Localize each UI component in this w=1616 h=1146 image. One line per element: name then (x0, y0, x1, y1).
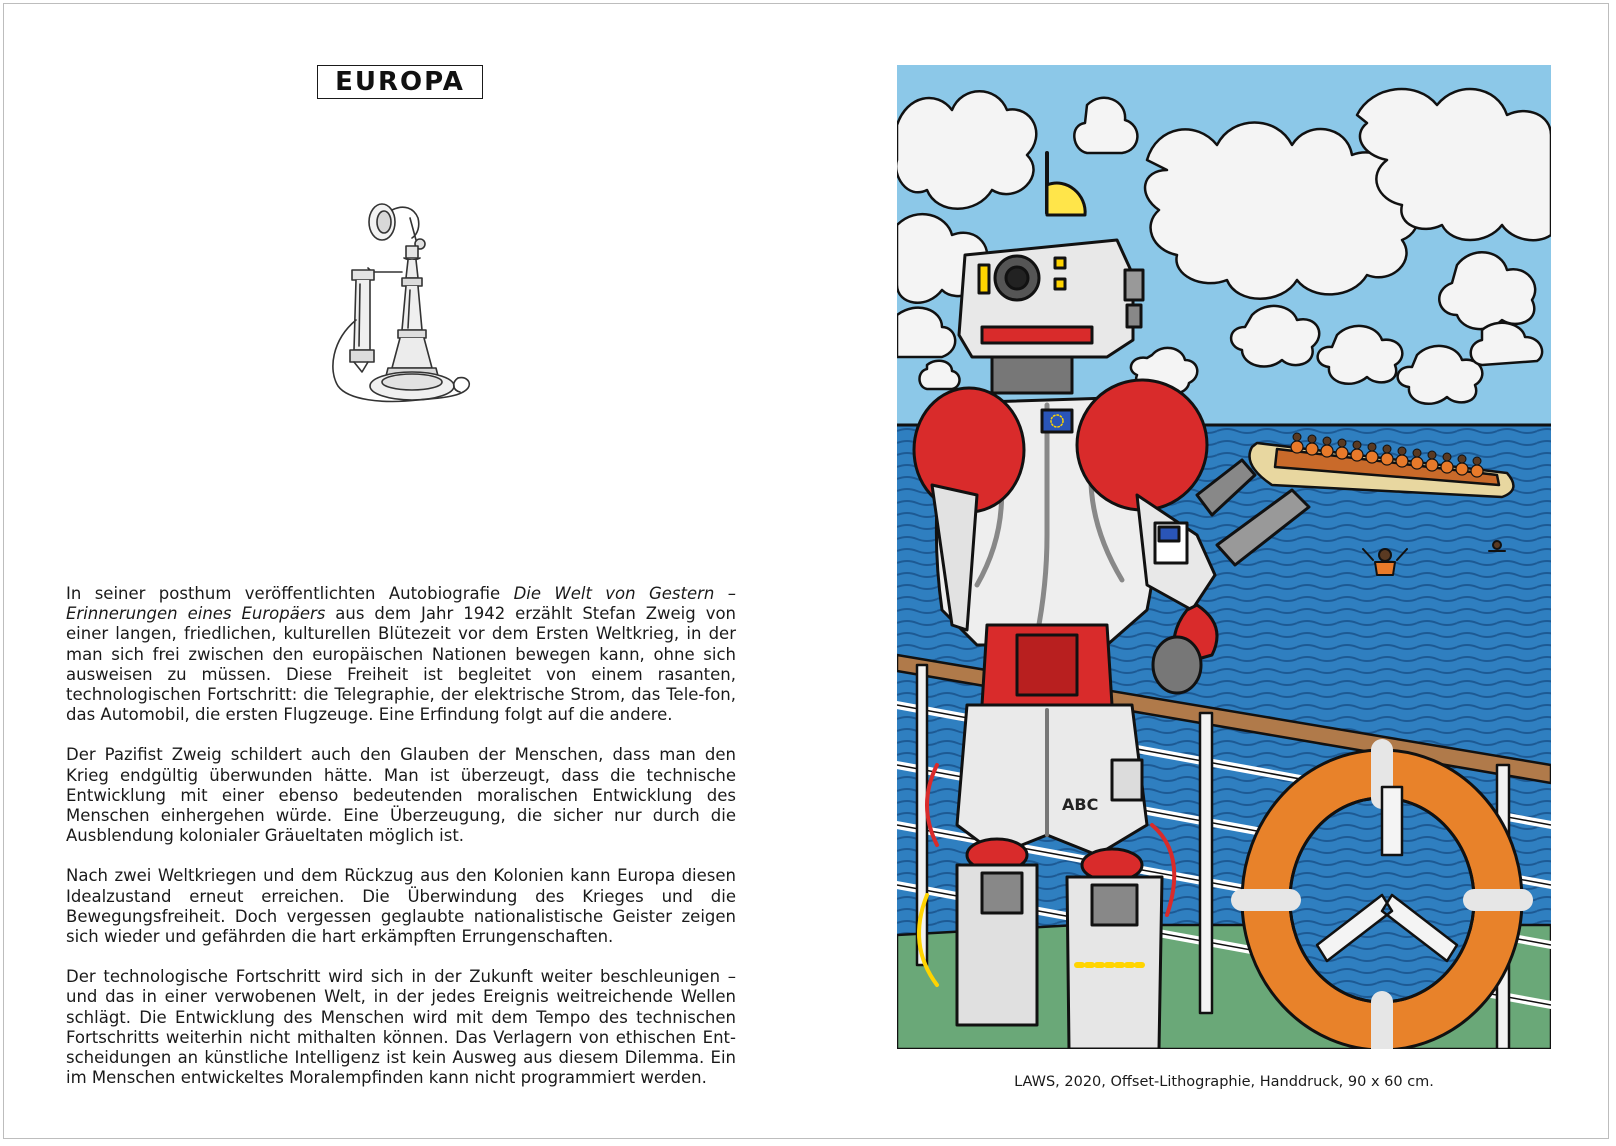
page-title-text: EUROPA (335, 67, 465, 97)
paragraph-2: Der Pazifist Zweig schildert auch den Glauben der Menschen, dass man den Krieg endgültig überwunden hätte. Man ist überzeugt, dass die technische Entwicklung mit einer ebenso bedeutenden moralischen Entwicklung des Menschen einhergehen würde. Eine Überzeugung, die sicher nur durch die Ausblendung kolonialer Gräueltaten möglich ist. (66, 745, 736, 846)
artwork-illustration (897, 65, 1551, 1049)
page (3, 3, 1609, 1139)
book-title: Die Welt von Gestern – Erinnerungen eines Europäers (66, 584, 736, 624)
article-text (66, 584, 736, 1088)
candlestick-telephone-icon (322, 200, 482, 422)
paragraph-4: Der technologische Fortschritt wird sich in der Zukunft weiter beschleunigen – und das in einer verwobenen Welt, in der jedes Ereignis weitreichende Wellen schlägt. Die Entwicklung des Menschen wird mit dem Tempo des technischen Fortschritts weiterhin nicht mithalten können. Das Verlagern von ethischen Ent-scheidungen an künstliche Intelligenz ist kein Ausweg aus diesem Dilemma. Ein im Menschen entwickeltes Moralempfinden kann nicht programmiert werden. (66, 967, 736, 1088)
paragraph-1-rest: aus dem Jahr 1942 erzählt Stefan Zweig von einer langen, friedlichen, kulturellen Blütezeit vor dem Ersten Weltkrieg, in der man sich frei zwischen den europäischen Nationen bewegen kann, ohne sich ausweisen zu müssen. Diese Freiheit ist begleitet von einem rasanten, technologischen Fortschritt: die Telegraphie, der elektrische Strom, das Tele-fon, das Automobil, die ersten Flugzeuge. Eine Erfindung folgt auf die andere. (66, 604, 737, 725)
paragraph-1 (66, 584, 736, 725)
robot-label: ABC (1062, 795, 1099, 814)
page-title (317, 65, 483, 99)
lifebuoy (1242, 750, 1522, 1049)
paragraph-1-intro: In seiner posthum veröffentlichten Autobiografie (66, 584, 514, 603)
figure-caption: LAWS, 2020, Offset-Lithographie, Handdruck, 90 x 60 cm. (1014, 1074, 1434, 1090)
paragraph-3: Nach zwei Weltkriegen und dem Rückzug aus den Kolonien kann Europa diesen Idealzustand erneut erreichen. Die Überwindung des Krieges und die Bewegungsfreiheit. Doch vergessen geglaubte nationalistische Geister zeigen sich wieder und gefährden die hart erkämpften Errungenschaften. (66, 866, 736, 947)
eu-flag-icon (1042, 410, 1072, 432)
